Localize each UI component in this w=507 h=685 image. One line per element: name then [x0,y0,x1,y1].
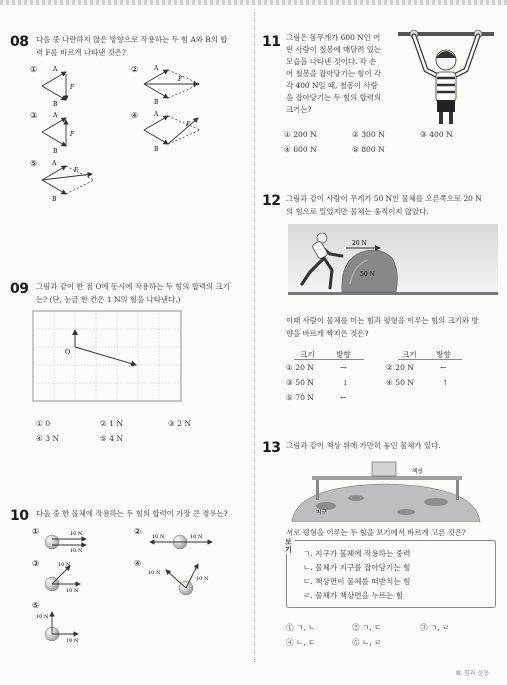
q12-header-dir-2: 방향 [436,350,451,359]
q13-option-1[interactable]: ① ㄱ, ㄴ [286,623,316,632]
q10-option-3-label: ③ [32,559,40,568]
svg-text:10 N: 10 N [70,548,83,554]
q11-option-2[interactable]: ② 300 N [352,130,385,139]
q10-option-1-label: ① [32,527,40,536]
q12-subquestion [286,315,501,340]
q12-weight-label: 50 N [360,271,375,278]
q13-box-item-1: ㄱ. 지구가 물체에 작용하는 중력 [303,549,411,558]
q13-box-title: 보기 [285,538,295,554]
q12-stem-line2: 의 힘으로 밀었지만 물체는 움직이지 않았다. [286,206,429,216]
q13-option-2[interactable]: ② ㄱ, ㄷ [352,623,382,632]
q08-option-1-figure [42,66,75,108]
question-13-number: 13 [262,440,281,456]
svg-text:10 N: 10 N [66,638,79,644]
q12-header-dir-1: 방향 [336,350,351,359]
svg-text:B: B [52,196,57,202]
svg-text:10 N: 10 N [148,570,161,576]
question-10-number: 10 [10,508,29,524]
question-12-stem [286,193,501,218]
q12-header-rule-left [294,359,364,360]
q09-option-4[interactable]: ④ 3 N [36,434,60,443]
q13-desk-label: 책상 [412,469,423,475]
q12-stem-line1: 그림과 같이 사람이 무게가 50 N인 물체를 오른쪽으로 20 N [286,194,482,203]
q08-stem-line2: 력 F를 바르게 나타낸 것은? [36,47,126,57]
q11-person-hanging-figure [398,28,494,128]
question-12-number: 12 [262,193,281,209]
q12-option-1[interactable]: ① 20 N → [286,363,347,372]
q08-option-4-label: ④ [131,111,139,120]
svg-text:10 N: 10 N [190,534,203,540]
question-08-number: 08 [10,34,29,50]
q12-header-rule-right [398,359,462,360]
q11-stem-line3: 모습을 나타낸 것이다. 각 손 [286,57,377,66]
q11-option-1[interactable]: ① 200 N [284,130,317,139]
q11-stem-line5: 각 400 N일 때, 철봉이 사람 [286,81,378,90]
q08-option-3-label: ③ [30,111,38,120]
svg-text:A: A [154,65,159,72]
q09-option-5[interactable]: ⑤ 4 N [100,434,124,443]
q13-box-item-2: ㄴ. 물체가 지구를 잡아당기는 힘 [303,563,411,572]
svg-text:10 N: 10 N [196,576,209,582]
q13-option-4[interactable]: ④ ㄴ, ㄷ [286,638,316,647]
q10-option-2-figure [150,534,212,549]
question-09-stem [36,281,248,306]
q09-stem-line1: 그림과 같이 한 점 O에 동시에 작용하는 두 힘의 합력의 크기 [36,282,230,291]
q12-option-2[interactable]: ② 20 N ← [386,363,447,372]
svg-text:10 N: 10 N [66,588,79,594]
column-divider [254,12,255,662]
q11-option-3[interactable]: ③ 400 N [420,130,453,139]
q13-option-5[interactable]: ⑤ ㄴ, ㄹ [352,638,382,647]
svg-text:10 N: 10 N [58,562,71,568]
q10-option-5-figure [36,612,79,644]
svg-text:B: B [53,101,58,108]
q08-option-3-figure [42,112,75,155]
q12-option-4[interactable]: ④ 50 N ↑ [386,378,449,387]
svg-text:F: F [178,76,183,83]
question-08-stem [36,34,246,59]
q12-option-5[interactable]: ⑤ 70 N ← [286,393,347,402]
q11-stem-line4: 어 철봉을 잡아당기는 힘이 각 [286,69,382,78]
question-10-stem: 다음 중 한 물체에 작용하는 두 힘의 합력이 가장 큰 경우는? [36,509,228,518]
q11-stem-line1: 그림은 몸무게가 600 N인 어 [286,33,381,42]
q08-option-4-figure [144,111,200,153]
q10-option-1-figure [45,531,86,554]
q12-push-figure [288,224,498,304]
q12-header-size-2: 크기 [402,350,417,359]
q11-stem-line2: 떤 사람이 철봉에 매달려 있는 [286,45,382,54]
question-13-stem: 그림과 같이 책상 위에 가만히 놓인 물체가 있다. [286,441,441,450]
svg-text:B: B [154,99,159,106]
svg-text:F: F [186,121,191,128]
q13-box-item-4: ㄹ. 물체가 책상면을 누르는 힘 [303,591,404,600]
q09-stem-line2: 는? (단, 눈금 한 칸은 1 N의 힘을 나타낸다.) [36,294,181,304]
q13-subquestion: 서로 평형을 이루는 두 힘을 보기에서 바르게 고른 것은? [286,528,466,537]
q09-origin-label: O [65,348,71,356]
q13-earth-label: 지구 [316,510,327,516]
q09-force-right [75,347,136,365]
q08-stem-line1: 다음 중 나란하지 않은 방향으로 작용하는 두 힘 A와 B의 합 [36,35,228,44]
q13-box-item-3: ㄷ. 책상면이 물체를 떠받치는 힘 [303,577,411,586]
q10-option-3-figure [45,562,80,594]
q08-option-2-label: ② [131,65,139,74]
q10-option-5-label: ⑤ [32,601,40,610]
q12-push-label: 20 N [352,240,367,247]
top-band [0,0,507,5]
q10-option-4-label: ④ [134,559,142,568]
svg-text:B: B [154,146,159,153]
q13-option-3[interactable]: ③ ㄱ, ㄹ [420,623,450,632]
svg-text:A: A [154,111,159,118]
svg-text:10 N: 10 N [36,614,49,620]
q08-option-5-label: ⑤ [30,159,38,168]
q13-example-box [286,540,496,608]
q12-sub-line2: 향을 바르게 짝지은 것은? [286,328,369,338]
q12-sub-line1: 이때 사람이 물체를 미는 힘과 평형을 이루는 힘의 크기와 방 [286,316,479,325]
svg-text:F: F [70,131,75,138]
q08-option-2-figure [144,65,200,106]
q08-option-1-label: ① [30,65,38,74]
q10-figures [32,522,246,652]
svg-text:10 N: 10 N [152,534,165,540]
q11-option-5[interactable]: ⑤ 800 N [352,145,385,154]
svg-text:A: A [53,66,58,73]
question-11-number: 11 [262,34,281,50]
q10-option-4-figure [148,564,209,595]
q10-option-2-label: ② [134,527,142,536]
q08-option-5-figure [42,160,94,202]
svg-text:F: F [74,167,79,174]
q12-option-3[interactable]: ③ 50 N ↓ [286,378,349,387]
svg-text:10 N: 10 N [70,531,83,537]
q11-option-4[interactable]: ④ 600 N [284,145,317,154]
q11-stem-line7: 크기는? [286,105,312,114]
q08-figures [28,62,250,202]
q13-desk-earth-figure [286,458,486,522]
svg-text:A: A [53,112,58,119]
svg-text:F: F [70,84,75,91]
q09-option-2[interactable]: ② 1 N [100,419,124,428]
question-11-stem [286,32,398,116]
question-09-number: 09 [10,281,29,297]
svg-text:A: A [52,160,57,167]
q09-option-1[interactable]: ① 0 [36,419,51,428]
svg-text:B: B [53,148,58,155]
q12-header-size-1: 크기 [300,350,315,359]
page-footer: Ⅲ. 힘과 운동 [455,670,489,677]
q09-grid-figure [32,310,182,402]
q09-option-3[interactable]: ③ 2 N [168,419,192,428]
q11-stem-line6: 을 잡아당기는 두 힘의 합력의 [286,93,382,102]
